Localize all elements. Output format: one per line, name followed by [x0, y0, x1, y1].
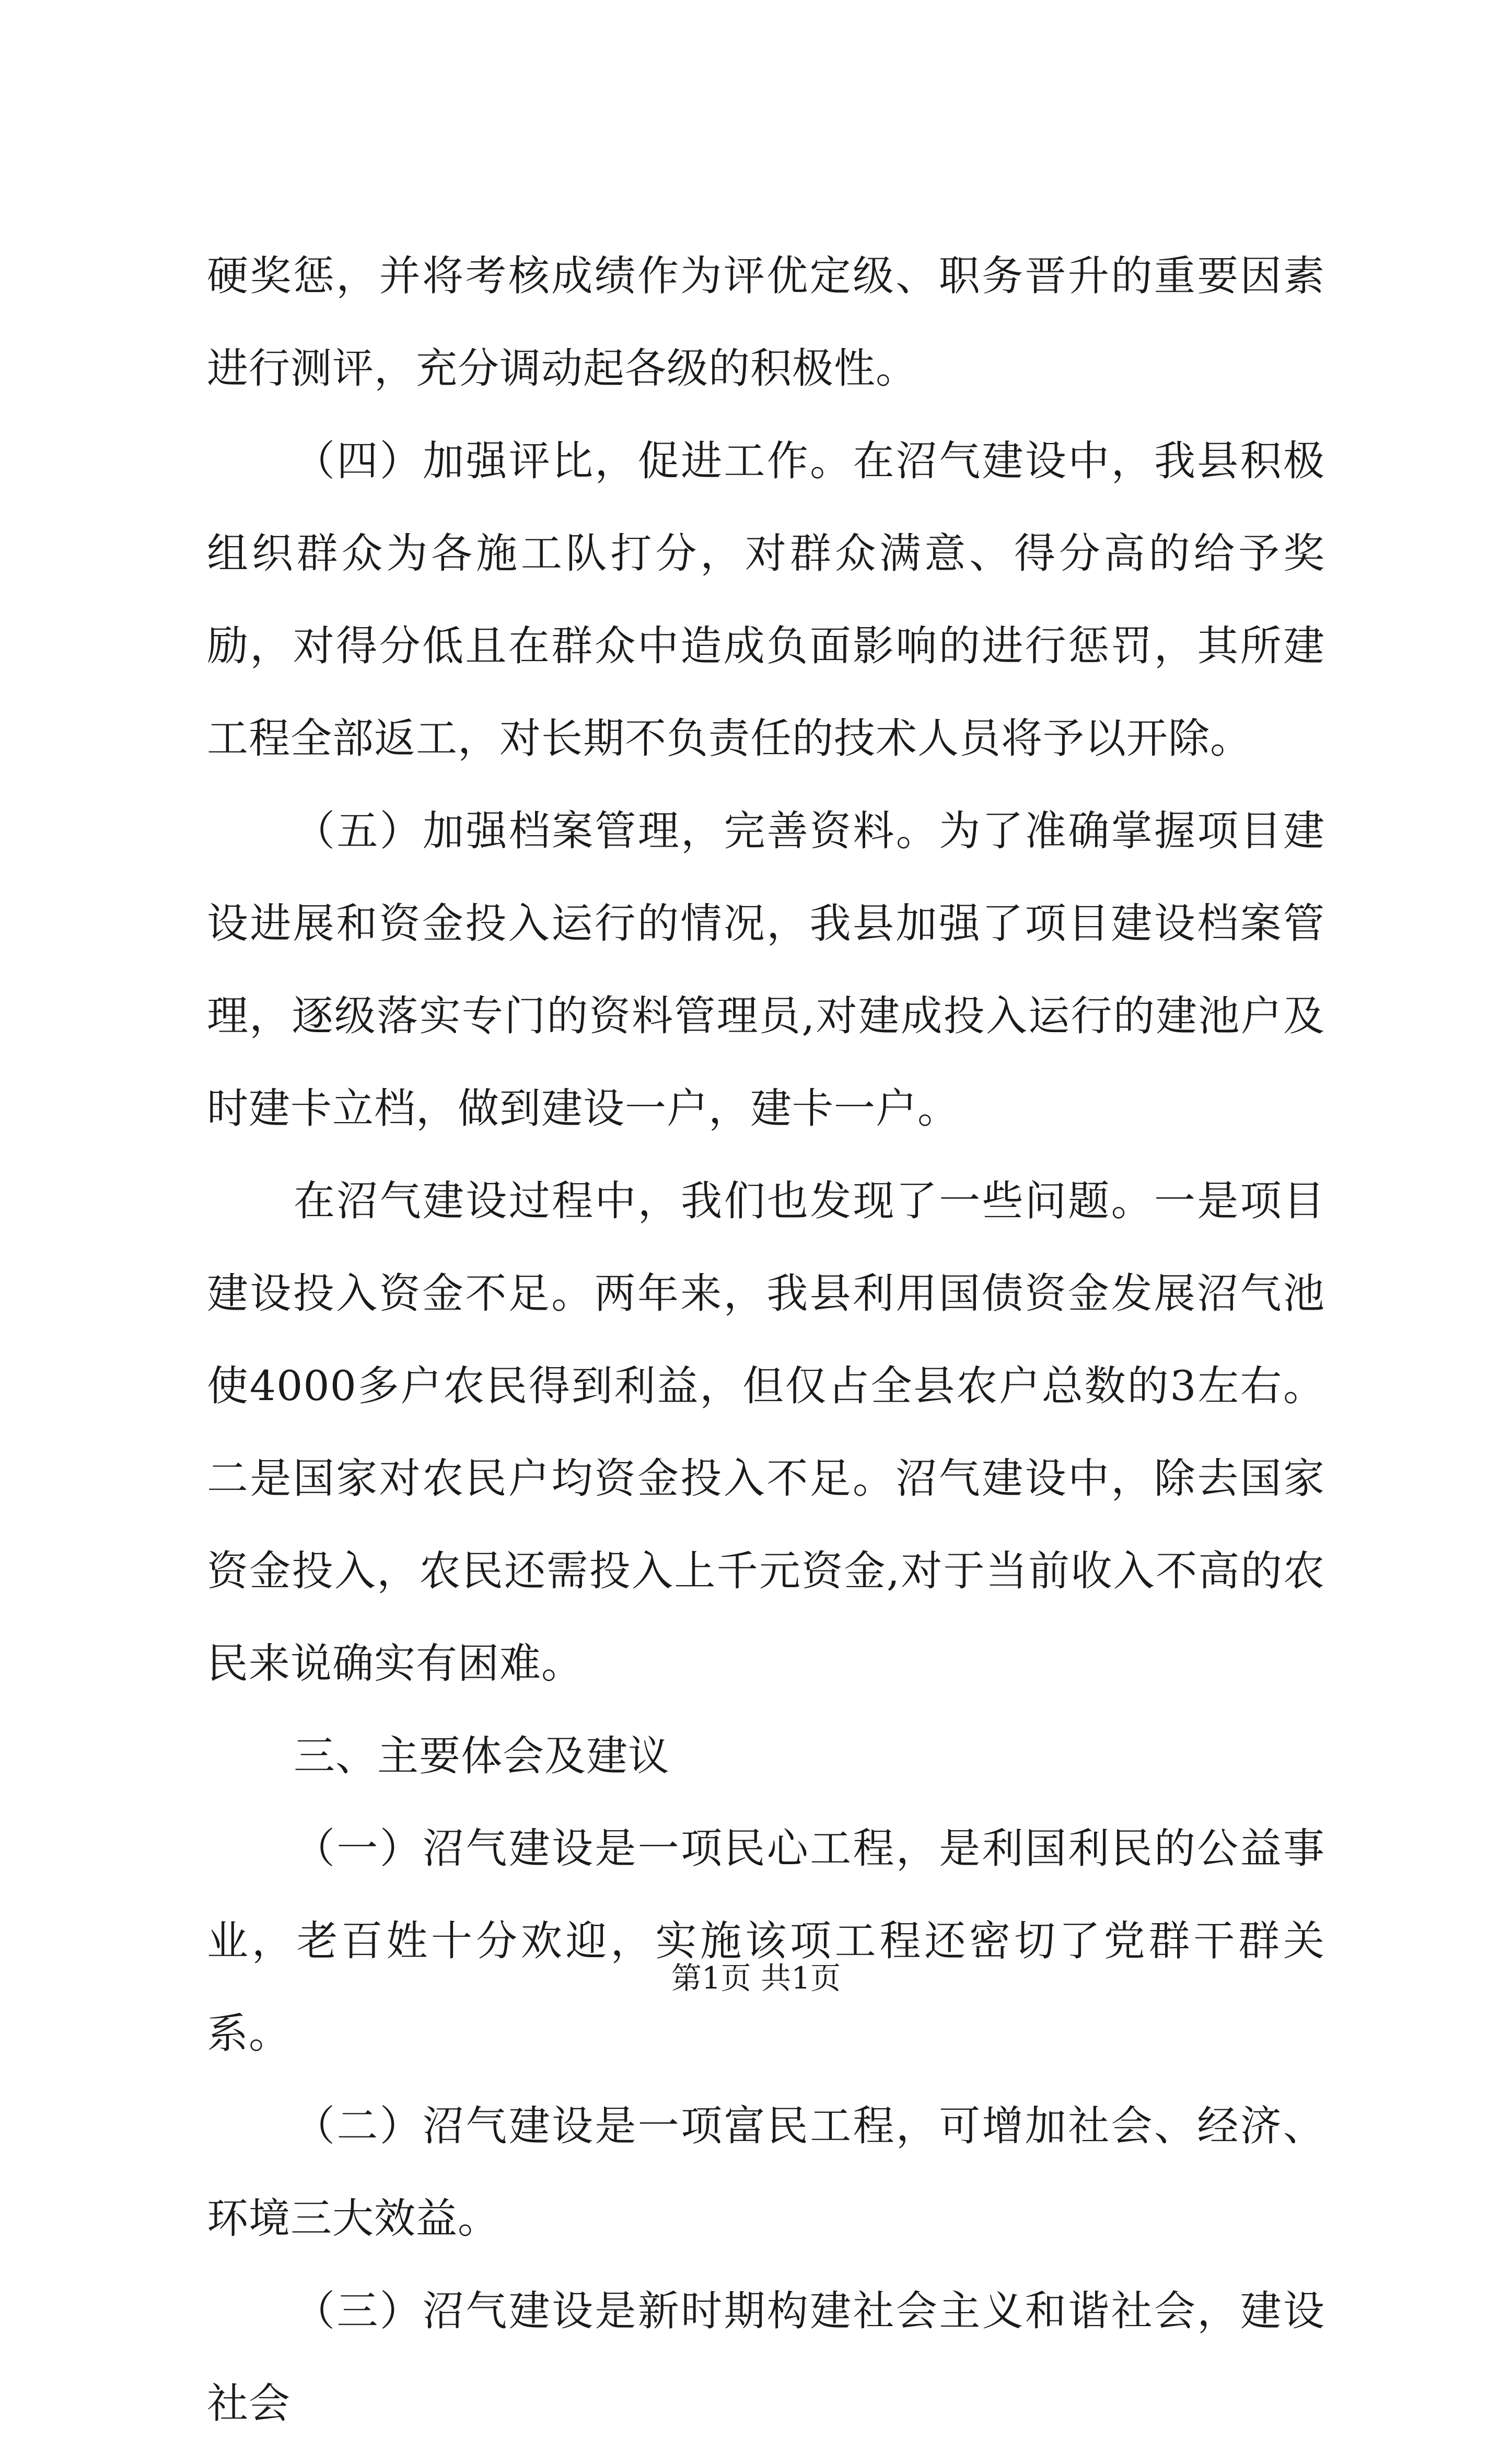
paragraph-3: （五）加强档案管理，完善资料。为了准确掌握项目建设进展和资金投入运行的情况，我县加强了项目建设档案管理，逐级落实专门的资料管理员,对建成投入运行的建池户及时建卡立档，做到建设一户，建卡一户。	[207, 807, 1325, 1132]
paragraph-4: 在沼气建设过程中，我们也发现了一些问题。一是项目建设投入资金不足。两年来，我县利用国债资金发展沼气池使4000多户农民得到利益，但仅占全县农户总数的3左右。二是国家对农民户均资金投入不足。沼气建设中，除去国家资金投入，农民还需投入上千元资金,对于当前收入不高的农民来说确实有困难。	[207, 1177, 1325, 1688]
paragraph-2: （四）加强评比，促进工作。在沼气建设中，我县积极组织群众为各施工队打分，对群众满意、得分高的给予奖励，对得分低且在群众中造成负面影响的进行惩罚，其所建工程全部返工，对长期不负责任的技术人员将予以开除。	[207, 437, 1325, 762]
paragraph-6: （一）沼气建设是一项民心工程，是利国利民的公益事业，老百姓十分欢迎，实施该项工程还密切了党群干群关系。	[207, 1824, 1325, 2058]
paragraph-7: （二）沼气建设是一项富民工程，可增加社会、经济、环境三大效益。	[207, 2102, 1325, 2243]
section-heading: 三、主要体会及建议	[294, 1732, 670, 1780]
paragraph-8: （三）沼气建设是新时期构建社会主义和谐社会，建设社会	[207, 2287, 1325, 2428]
document-body	[207, 230, 1325, 2450]
page-footer: 第1页 共1页	[671, 1960, 841, 1996]
paragraph-1: 硬奖惩，并将考核成绩作为评优定级、职务晋升的重要因素进行测评，充分调动起各级的积极性。	[207, 252, 1325, 392]
